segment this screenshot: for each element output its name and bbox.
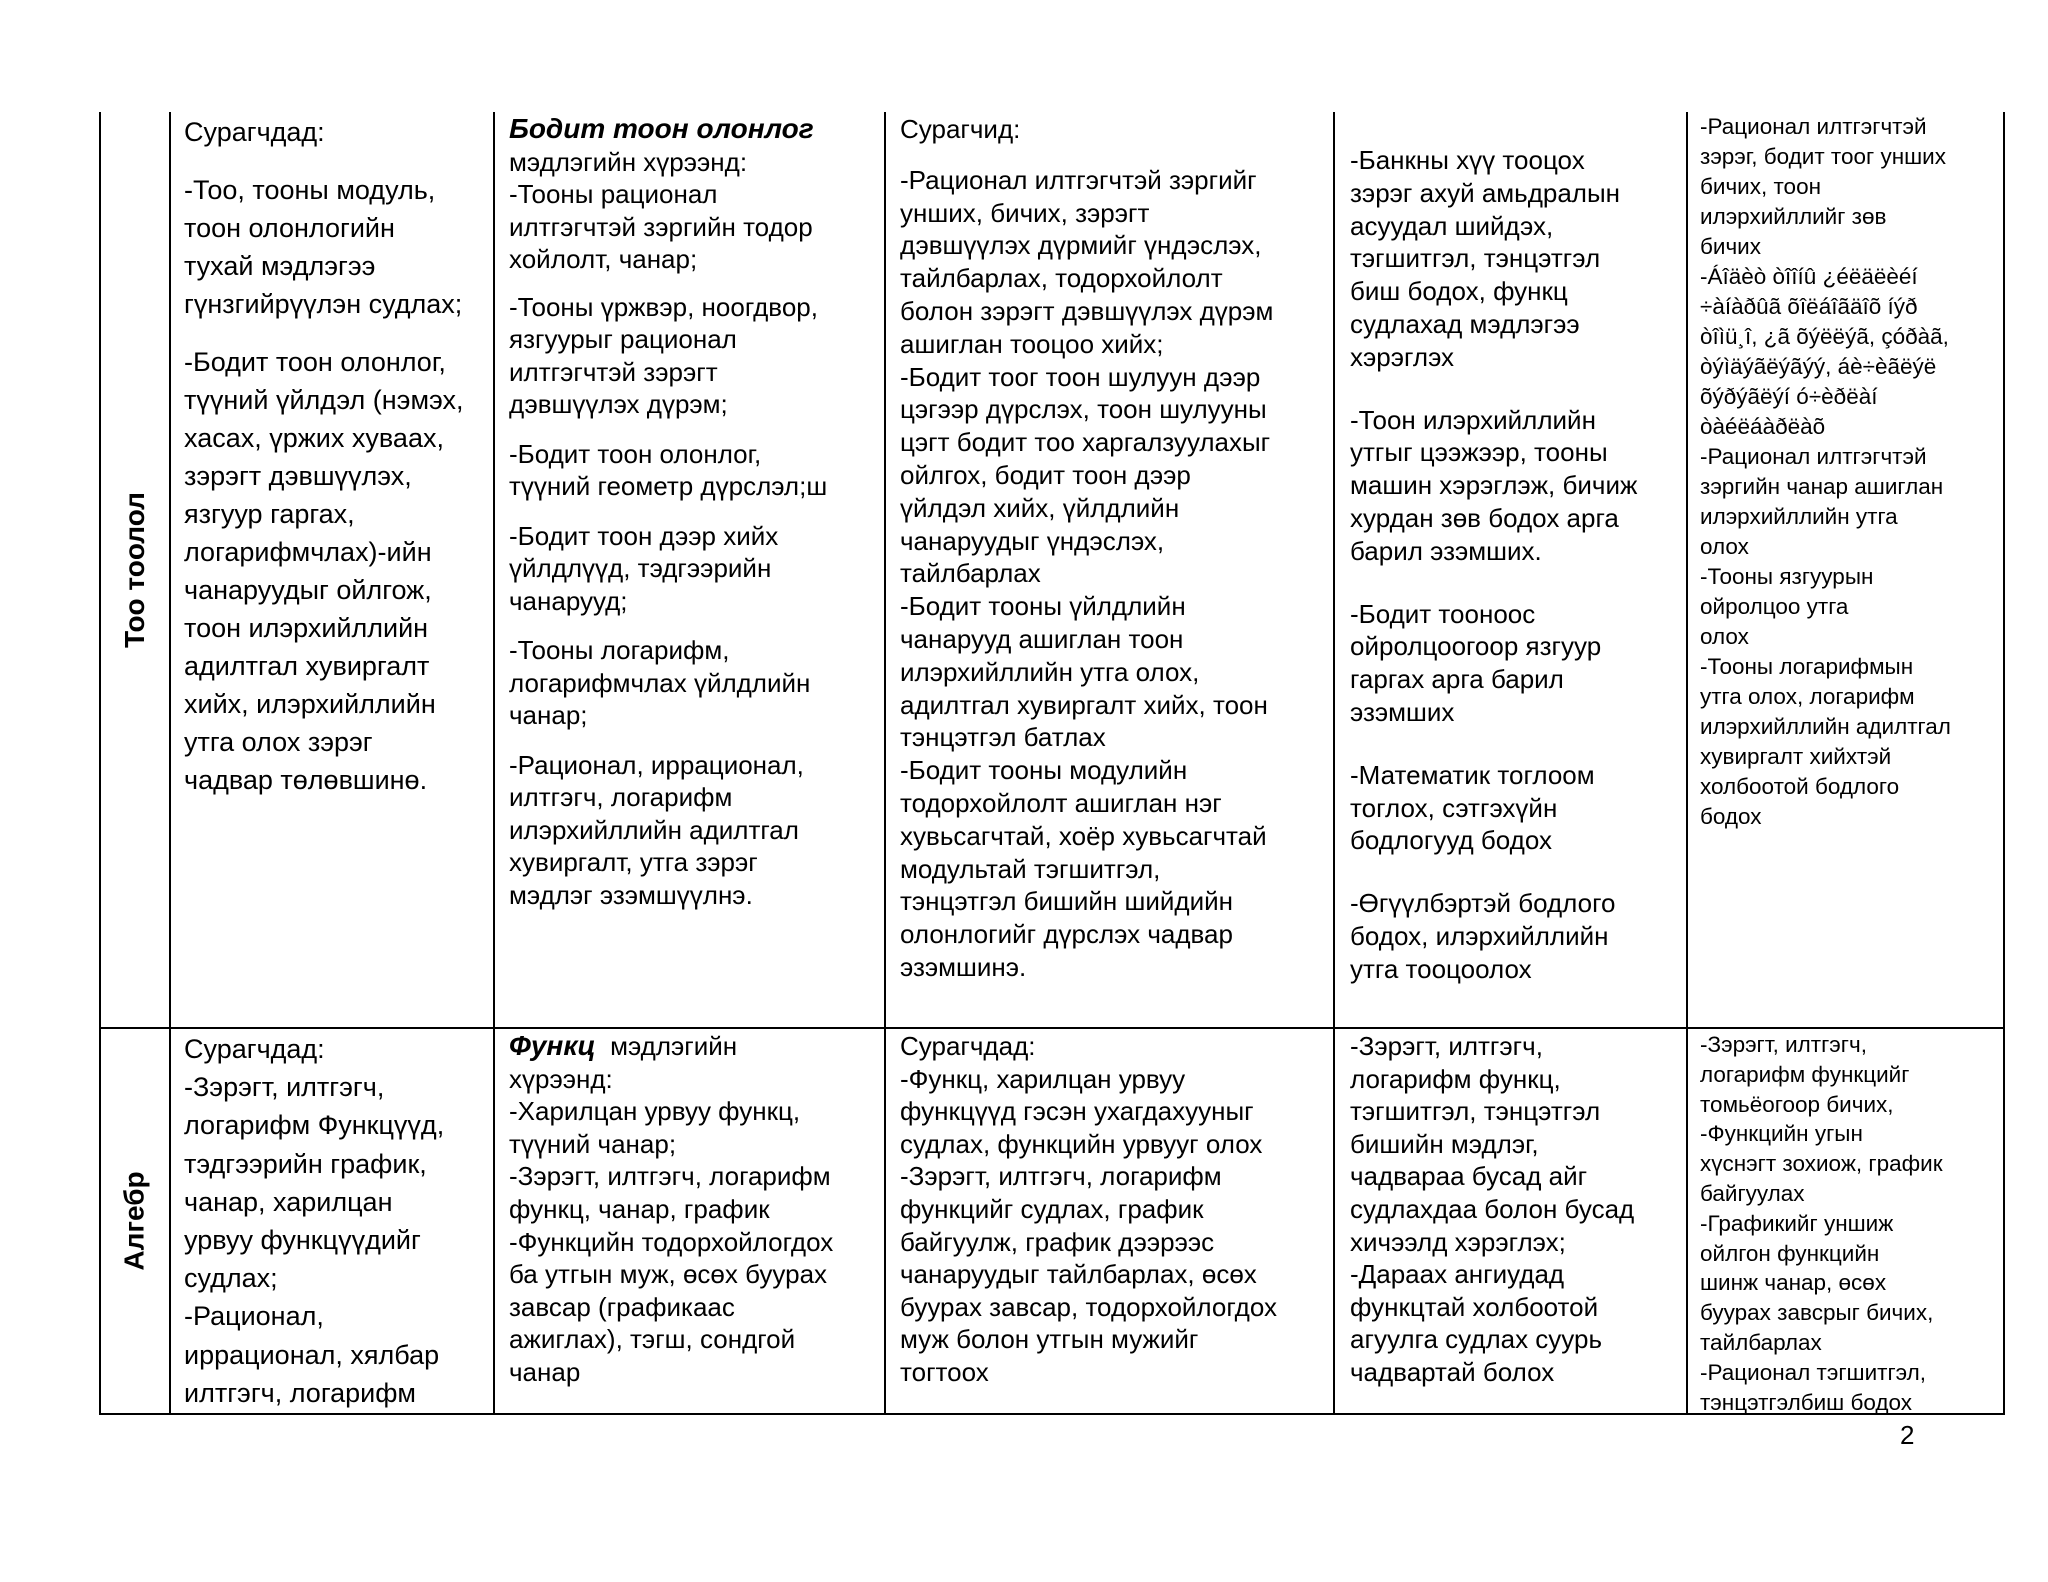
cell-title: Функц: [509, 1030, 596, 1061]
cell-paragraph: -Зэрэгт, илтгэгч, логарифм функц, тэгшитгэл, тэнцэтгэл бишийн мэдлэг, чадвараа бусад айг судлахдаа болон бусад хичээлд хэрэглэх; -Дараах ангиудад функцтай холбоотой агуулга судлах суурь чадвартай болох: [1350, 1031, 1635, 1387]
cell-paragraph: -Бодит тоон олонлог, түүний үйлдэл (нэмэх, хасах, үржих хуваах, зэрэгт дэвшүүлэх, язгуур гаргах, логарифмчлах)-ийн чанаруудыг ойлгож, тоон илэрхийллийн адилтгал хувиргалт хийх, илэрхийллийн утга олох зэрэг чадвар төлөвшинө.: [184, 347, 464, 795]
cell-paragraph: -Тоон илэрхийллийн утгыг цээжээр, тооны машин хэрэглэж, бичиж хурдан зөв бодох арга барил эзэмших.: [1350, 404, 1638, 566]
row-label-text: Алгебр: [119, 1171, 150, 1271]
column-divider-1: [169, 112, 171, 1414]
cell-paragraph: -Рационал илтгэгчтэй зэрэг, бодит тоог унших бичих, тоон илэрхийллийг зөв бичих -Áîäèò òîîíû ¿éëäëèéí ÷àíàðûã õîëáîãäîõ íýð òîìü¸î, ¿ã õýëëýã, çóðàã, òýìäýãëýãýý, áè÷èãëýë õýðýãëýí ó÷èðëàí òàéëáàðëàõ -Рационал илтгэгчтэй зэргийн чанар ашиглан илэрхийллийн утга олох -Тооны язгуурын ойролцоо утга олох -Тооны логарифмын утга олох, логарифм илэрхийллийн адилтгал хувиргалт хийхтэй холбоотой бодлого бодох: [1700, 114, 1951, 829]
page-number: 2: [1900, 1420, 1915, 1450]
row1-assessment-cell: [1700, 112, 2000, 832]
cell-paragraph: Сурагчдад: -Функц, харилцан урвуу функцүүд гэсэн ухагдахууныг судлах, функцийн урвууг олох -Зэрэгт, илтгэгч, логарифм функцийг судлах, график байгуулж, график дээрээс чанаруудыг тайлбарлах, өсөх буурах завсар, тодорхойлогдох муж болон утгын мужийг тогтоох: [900, 1031, 1278, 1387]
row-label-algebr: [101, 1029, 169, 1413]
row1-application-cell: [1350, 144, 1684, 986]
column-divider-5: [1686, 112, 1688, 1414]
cell-paragraph: -Тоо, тооны модуль, тоон олонлогийн тухай мэдлэгээ гүнзгийрүүлэн судлах;: [184, 175, 463, 319]
column-divider-3: [884, 112, 886, 1414]
row2-assessment-cell: [1700, 1030, 2000, 1417]
row1-knowledge-cell: [509, 113, 881, 911]
cell-paragraph: -Бодит тоон олонлог, түүний геометр дүрслэл;ш: [509, 438, 828, 501]
cell-paragraph: Сурагчдад: -Зэрэгт, илтгэгч, логарифм Функцүүд, тэдгээрийн график, чанар, харилцан урвуу функцүүдийг судлах; -Рационал, иррационал, хялбар илтгэгч, логарифм: [184, 1034, 445, 1408]
cell-paragraph: -Өгүүлбэртэй бодлого бодох, илэрхийллийн утга тооцоолох: [1350, 888, 1616, 984]
column-divider-4: [1333, 112, 1335, 1414]
cell-paragraph: хүрээнд: -Харилцан урвуу функц, түүний чанар; -Зэрэгт, илтгэгч, логарифм функц, чанар, график -Функцийн тодорхойлогдох ба утгын муж, өсөх буурах завсар (графикаас ажиглах), тэгш, сондгой чанар: [509, 1063, 834, 1387]
cell-paragraph: -Зэрэгт, илтгэгч, логарифм функцийг томьёогоор бичих, -Функцийн угын хүснэгт зохиож, график байгуулах -Графикийг уншиж ойлгон функцийн шинж чанар, өсөх буурах завсрыг бичих, тайлбарлах -Рационал тэгшитгэл, тэнцэтгэлбиш бодох: [1700, 1032, 1943, 1415]
cell-header: Сурагчид:: [900, 114, 1021, 144]
cell-paragraph: -Бодит тоон дээр хийх үйлдлүүд, тэдгээрийн чанарууд;: [509, 520, 779, 616]
cell-paragraph: -Тооны үржвэр, ноогдвор, язгуурыг рационал илтгэгчтэй зэрэгт дэвшүүлэх дүрэм;: [509, 291, 818, 419]
row2-skills-cell: [900, 1030, 1330, 1389]
row-divider: [99, 1027, 2005, 1029]
row-label-too-toolol: [101, 112, 169, 1027]
cell-paragraph: -Рационал, иррационал, илтгэгч, логарифм илэрхийллийн адилтгал хувиргалт, утга зэрэг мэдлэг эзэмшүүлнэ.: [509, 749, 804, 910]
cell-paragraph: -Тооны логарифм, логарифмчлах үйлдлийн чанар;: [509, 635, 811, 730]
cell-title-line: [509, 1030, 881, 1063]
cell-title-rest: мэдлэгийн: [595, 1031, 738, 1061]
cell-paragraph: -Математик тоглоом тоглох, сэтгэхүйн бодлогууд бодох: [1350, 759, 1595, 856]
table-border-right: [2003, 112, 2005, 1414]
row2-knowledge-cell: [509, 1030, 881, 1389]
row-label-text: Тоо тоолол: [119, 491, 151, 648]
row2-application-cell: [1350, 1030, 1684, 1389]
row1-goals-cell: [184, 113, 490, 799]
cell-title: Бодит тоон олонлог: [509, 113, 814, 144]
column-divider-2: [493, 112, 495, 1414]
cell-paragraph: -Рационал илтгэгчтэй зэргийг унших, бичих, зэрэгт дэвшүүлэх дүрмийг үндэслэх, тайлбарлах, тодорхойлолт болон зэрэгт дэвшүүлэх дүрэм ашиглан тооцоо хийх; -Бодит тоог тоон шулуун дээр цэгээр дүрслэх, тоон шулууны цэгт бодит тоо харгалзуулахыг ойлгох, бодит тоон дээр үйлдэл хийх, үйлдлийн чанаруудыг үндэслэх, тайлбарлах -Бодит тооны үйлдлийн чанарууд ашиглан тоон илэрхийллийн утга олох, адилтгал хувиргалт хийх, тоон тэнцэтгэл батлах -Бодит тооны модулийн тодорхойлолт ашиглан нэг хувьсагчтай, хоёр хувьсагчтай модультай тэгшитгэл, тэнцэтгэл бишийн шийдийн олонлогийг дүрслэх чадвар эзэмшинэ.: [900, 164, 1274, 982]
row1-skills-cell: [900, 113, 1330, 984]
cell-paragraph: -Бодит тооноос ойролцоогоор язгуур гаргах арга барил эзэмших: [1350, 598, 1602, 727]
cell-header: Сурагчдад:: [184, 117, 325, 147]
cell-paragraph: -Банкны хүү тооцох зэрэг ахуй амьдралын асуудал шийдэх, тэгшитгэл, тэнцэтгэл биш бодох, функц судлахад мэдлэгээ хэрэглэх: [1350, 145, 1621, 372]
row2-goals-cell: [184, 1030, 490, 1412]
cell-paragraph: мэдлэгийн хүрээнд: -Тооны рационал илтгэгчтэй зэргийн тодор хойлолт, чанар;: [509, 146, 813, 274]
